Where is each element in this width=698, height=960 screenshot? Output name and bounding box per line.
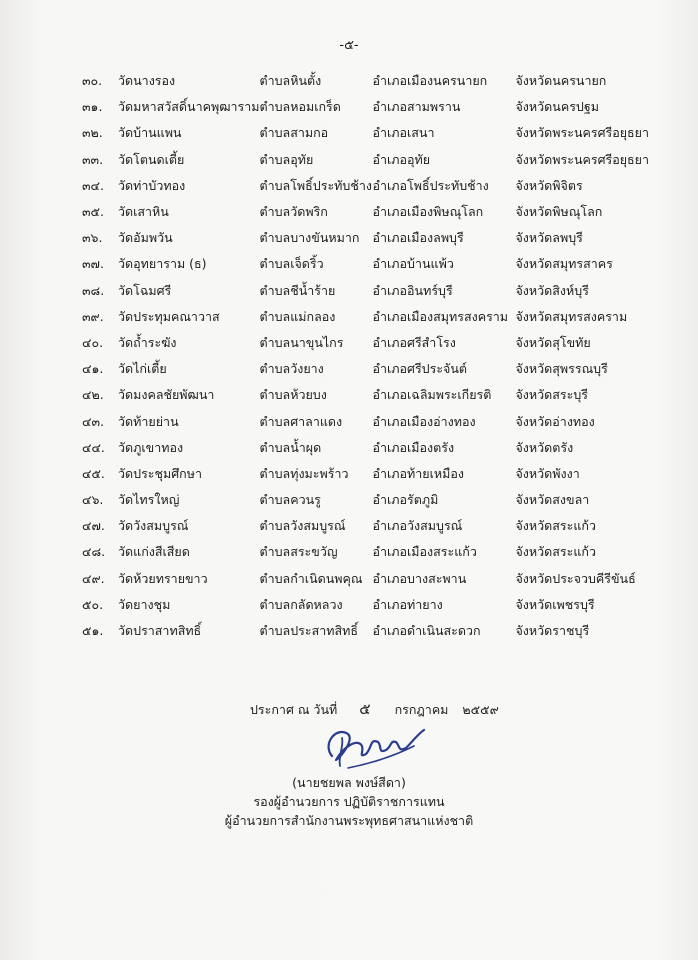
temple-number: ๓๐.	[82, 73, 103, 89]
temple-number: ๔๘.	[82, 544, 106, 560]
temple-name: วัดแก่งสีเสียด	[118, 544, 190, 560]
district-name: อำเภอเมืองนครนายก	[372, 73, 488, 89]
signer-name: (นายชยพล พงษ์สีดา)	[292, 775, 406, 790]
district-name: อำเภอเมืองตรัง	[372, 439, 455, 455]
district-name: อำเภอดำเนินสะดวก	[372, 623, 481, 639]
temple-name: วัดอุทยาราม (ธ)	[118, 256, 207, 272]
temple-name: วัดห้วยทรายขาว	[118, 570, 208, 586]
temple-number: ๓๓.	[82, 151, 104, 167]
province-name: จังหวัดลพบุรี	[515, 230, 583, 246]
province-name: จังหวัดสระบุรี	[515, 387, 588, 403]
subdistrict-name: ตำบลแม่กลอง	[259, 308, 336, 324]
province-name: จังหวัดสุพรรณบุรี	[515, 361, 608, 377]
district-name: อำเภอศรีประจันต์	[372, 361, 468, 377]
temple-name: วัดประชุมศึกษา	[118, 465, 202, 481]
table-row	[82, 592, 665, 618]
subdistrict-name: ตำบลเจ็ดริ้ว	[259, 256, 324, 272]
temple-number: ๕๑.	[82, 623, 104, 639]
subdistrict-name: ตำบลชีน้ำร้าย	[259, 282, 336, 298]
announcement-prefix: ประกาศ ณ วันที่	[250, 702, 338, 717]
table-row	[82, 566, 665, 592]
table-row	[82, 278, 665, 304]
temple-name: วัดท้ายย่าน	[118, 413, 179, 429]
temple-number: ๔๒.	[82, 387, 104, 403]
temple-name: วัดโตนดเตี้ย	[118, 151, 185, 167]
temple-name: วัดมงคลชัยพัฒนา	[118, 387, 215, 403]
table-row	[82, 199, 665, 225]
subdistrict-name: ตำบลวังยาง	[259, 361, 324, 377]
province-name: จังหวัดสงขลา	[515, 492, 590, 508]
district-name: อำเภอวังสมบูรณ์	[372, 518, 463, 534]
temple-name: วัดไทรใหญ่	[118, 492, 180, 508]
province-name: จังหวัดสมุทรสาคร	[515, 256, 613, 272]
temple-number: ๓๔.	[82, 177, 104, 193]
province-name: จังหวัดประจวบคีรีขันธ์	[515, 570, 636, 586]
province-name: จังหวัดสิงห์บุรี	[515, 282, 589, 298]
subdistrict-name: ตำบลควนรู	[259, 492, 321, 508]
table-row	[82, 487, 665, 513]
table-row	[82, 147, 665, 173]
table-row	[82, 435, 665, 461]
subdistrict-name: ตำบลประสาทสิทธิ์	[259, 623, 358, 639]
announcement-day: ๕	[359, 700, 371, 718]
province-name: จังหวัดนครนายก	[515, 73, 607, 89]
temple-number: ๔๗.	[82, 518, 105, 534]
district-name: อำเภอท้ายเหมือง	[372, 465, 464, 481]
province-name: จังหวัดพระนครศรีอยุธยา	[515, 151, 650, 167]
district-name: อำเภอเมืองลพบุรี	[372, 230, 464, 246]
district-name: อำเภออินทร์บุรี	[372, 282, 453, 298]
district-name: อำเภอเมืองสมุทรสงคราม	[372, 308, 509, 324]
temple-name: วัดปราสาทสิทธิ์	[118, 623, 202, 639]
signer-block	[0, 773, 698, 830]
district-name: อำเภอบ้านแพ้ว	[372, 256, 454, 272]
subdistrict-name: ตำบลห้วยบง	[259, 387, 327, 403]
province-name: จังหวัดตรัง	[515, 439, 574, 455]
temple-name: วัดมหาสวัสดิ์นาคพุฒาราม	[118, 99, 260, 115]
province-name: จังหวัดพังงา	[515, 465, 580, 481]
subdistrict-name: ตำบลสามกอ	[259, 125, 329, 141]
table-row	[82, 408, 665, 434]
district-name: อำเภอสามพราน	[372, 99, 461, 115]
temple-number: ๓๖.	[82, 230, 103, 246]
district-name: อำเภอเสนา	[372, 125, 435, 141]
temple-list-body	[82, 68, 665, 644]
temple-number: ๓๗.	[82, 256, 104, 272]
subdistrict-name: ตำบลกำเนิดนพคุณ	[259, 570, 363, 586]
district-name: อำเภออุทัย	[372, 151, 431, 167]
temple-name: วัดบ้านแพน	[118, 125, 182, 141]
table-row	[82, 304, 665, 330]
temple-number: ๓๑.	[82, 99, 103, 115]
district-name: อำเภอเฉลิมพระเกียรติ	[372, 387, 492, 403]
subdistrict-name: ตำบลน้ำผุด	[259, 439, 322, 455]
district-name: อำเภอเมืองอ่างทอง	[372, 413, 476, 429]
province-name: จังหวัดนครปฐม	[515, 99, 599, 115]
table-row	[82, 382, 665, 408]
district-name: อำเภอศรีสำโรง	[372, 334, 456, 350]
table-row	[82, 225, 665, 251]
province-name: จังหวัดสระแก้ว	[515, 518, 596, 534]
subdistrict-name: ตำบลหอมเกร็ด	[259, 99, 341, 115]
temple-number: ๔๙.	[82, 570, 105, 586]
temple-name: วัดท่าบัวทอง	[118, 177, 186, 193]
temple-name: วัดยางชุม	[118, 596, 171, 612]
district-name: อำเภอรัตภูมิ	[372, 492, 439, 508]
subdistrict-name: ตำบลโพธิ์ประทับช้าง	[259, 177, 372, 193]
subdistrict-name: ตำบลวังสมบูรณ์	[259, 518, 346, 534]
temple-number: ๕๐.	[82, 596, 104, 612]
province-name: จังหวัดเพชรบุรี	[515, 596, 595, 612]
temple-number: ๔๐.	[82, 334, 104, 350]
subdistrict-name: ตำบลบางขันหมาก	[259, 230, 360, 246]
subdistrict-name: ตำบลหินตั้ง	[259, 73, 322, 89]
table-row	[82, 94, 665, 120]
handwritten-signature	[318, 716, 428, 772]
province-name: จังหวัดสระแก้ว	[515, 544, 596, 560]
subdistrict-name: ตำบลทุ่งมะพร้าว	[259, 465, 349, 481]
subdistrict-name: ตำบลศาลาแดง	[259, 413, 343, 429]
table-row	[82, 539, 665, 565]
signer-title-line2: ผู้อำนวยการสำนักงานพระพุทธศาสนาแห่งชาติ	[224, 813, 474, 828]
province-name: จังหวัดสมุทรสงคราม	[515, 308, 628, 324]
announcement-month: กรกฎาคม	[394, 702, 449, 717]
province-name: จังหวัดพระนครศรีอยุธยา	[515, 125, 650, 141]
temple-number: ๔๑.	[82, 361, 104, 377]
page-number: -๕-	[339, 38, 359, 53]
province-name: จังหวัดอ่างทอง	[515, 413, 595, 429]
announcement-year: ๒๕๕๙	[462, 702, 499, 717]
temple-number: ๓๘.	[82, 282, 105, 298]
temple-name: วัดเสาหิน	[118, 204, 169, 220]
province-name: จังหวัดราชบุรี	[515, 623, 590, 639]
temple-name: วัดไก่เตี้ย	[118, 361, 167, 377]
temple-number: ๔๕.	[82, 465, 105, 481]
table-row	[82, 68, 665, 94]
province-name: จังหวัดพิษณุโลก	[515, 204, 603, 220]
temple-name: วัดนางรอง	[118, 73, 176, 89]
temple-name: วัดอัมพวัน	[118, 230, 173, 246]
temple-number: ๔๖.	[82, 492, 104, 508]
table-row	[82, 173, 665, 199]
subdistrict-name: ตำบลวัดพริก	[259, 204, 328, 220]
subdistrict-name: ตำบลสระขวัญ	[259, 544, 338, 560]
subdistrict-name: ตำบลนาขุนไกร	[259, 334, 344, 350]
district-name: อำเภอเมืองสระแก้ว	[372, 544, 477, 560]
temple-name: วัดโฉมศรี	[118, 282, 172, 298]
table-row	[82, 513, 665, 539]
district-name: อำเภอโพธิ์ประทับช้าง	[372, 177, 489, 193]
table-row	[82, 120, 665, 146]
province-name: จังหวัดพิจิตร	[515, 177, 583, 193]
temple-name: วัดภูเขาทอง	[118, 439, 184, 455]
temple-number: ๓๕.	[82, 204, 104, 220]
temple-name: วัดวังสมบูรณ์	[118, 518, 189, 534]
temple-number: ๓๒.	[82, 125, 103, 141]
district-name: อำเภอท่ายาง	[372, 596, 443, 612]
province-name: จังหวัดสุโขทัย	[515, 334, 591, 350]
subdistrict-name: ตำบลกลัดหลวง	[259, 596, 343, 612]
temple-name: วัดถ้ำระฆัง	[118, 334, 177, 350]
table-row	[82, 330, 665, 356]
temple-number: ๔๓.	[82, 413, 104, 429]
district-name: อำเภอเมืองพิษณุโลก	[372, 204, 484, 220]
subdistrict-name: ตำบลอุทัย	[259, 151, 314, 167]
temple-number: ๓๙.	[82, 308, 104, 324]
temple-name: วัดประทุมคณาวาส	[118, 308, 220, 324]
temple-number: ๔๔.	[82, 439, 105, 455]
table-row	[82, 356, 665, 382]
signer-title-line1: รองผู้อำนวยการ ปฏิบัติราชการแทน	[253, 794, 445, 809]
table-row	[82, 461, 665, 487]
table-row	[82, 251, 665, 277]
district-name: อำเภอบางสะพาน	[372, 570, 467, 586]
temple-list	[82, 68, 665, 644]
table-row	[82, 618, 665, 644]
